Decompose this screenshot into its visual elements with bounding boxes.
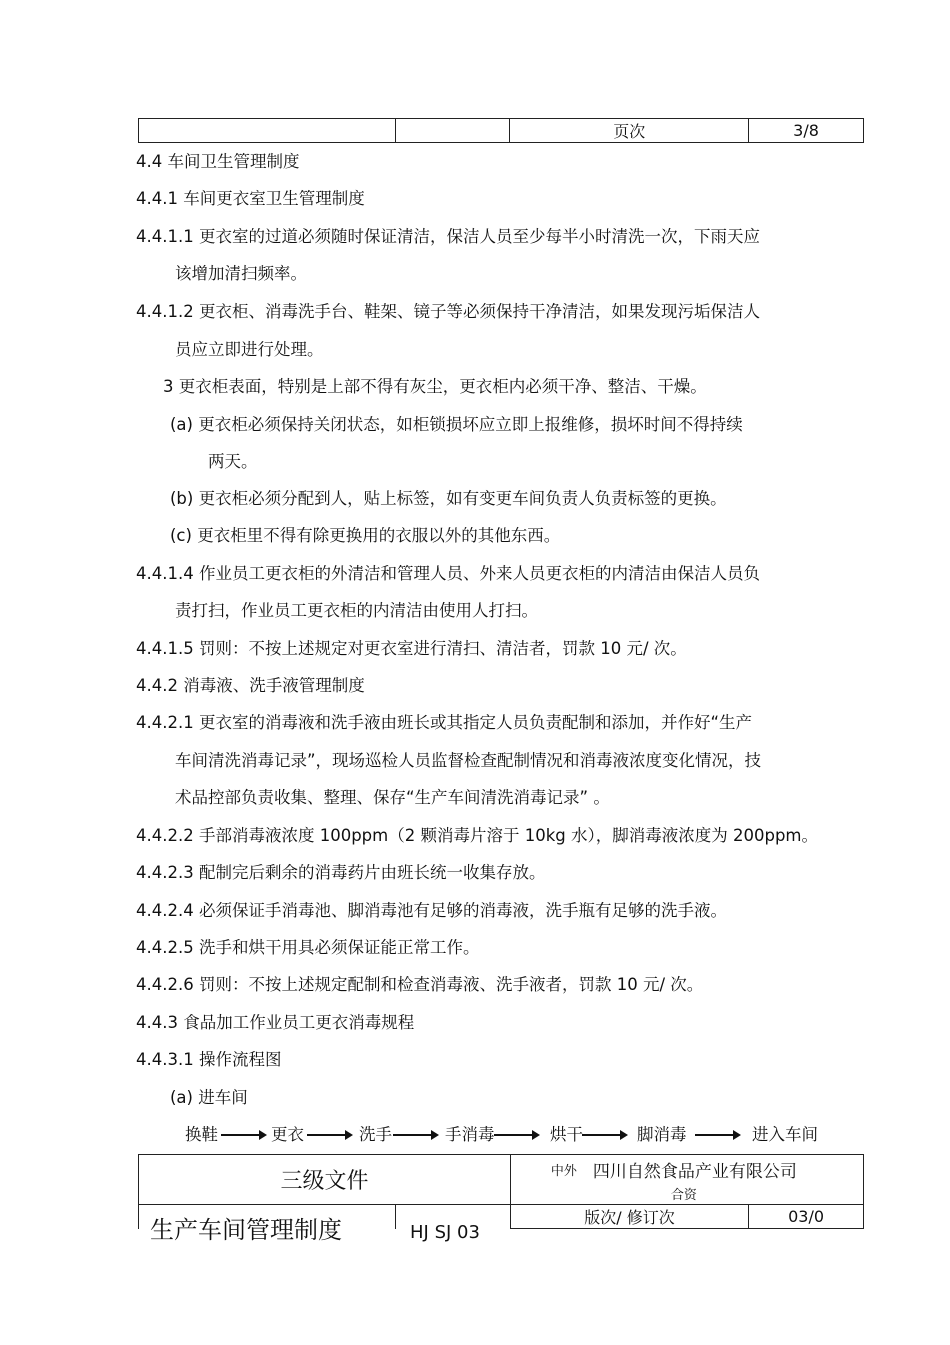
flow-step-4: 手消毒 (445, 1125, 495, 1144)
jv-prefix-top: 中外 (550, 1164, 577, 1179)
revision-value: 03/0 (749, 1205, 864, 1229)
clause-4-4-1-1-line2: 该增加清扫频率。 (175, 264, 307, 283)
clause-4-4-3-1: 4.4.3.1 操作流程图 (136, 1050, 282, 1069)
item-a-line1: (a) 更衣柜必须保持关闭状态，如柜锁损坏应立即上报维修，损坏时间不得持续 (170, 415, 743, 434)
flow-step-7: 进入车间 (752, 1125, 818, 1144)
flow-step-1: 换鞋 (185, 1125, 218, 1144)
flow-step-6: 脚消毒 (637, 1125, 687, 1144)
flow-arrow-icon (582, 1127, 628, 1143)
flow-arrow-icon (307, 1127, 353, 1143)
header-cell-empty-1 (139, 119, 396, 143)
document-code: HJ SJ 03 (410, 1222, 480, 1243)
flow-step-2: 更衣 (271, 1125, 304, 1144)
clause-4-4-2-2: 4.4.2.2 手部消毒液浓度 100ppm（2 颗消毒片溶于 10kg 水），脚消毒液浓度为 200ppm。 (136, 826, 818, 845)
clause-4-4-2-5: 4.4.2.5 洗手和烘干用具必须保证能正常工作。 (136, 938, 480, 957)
item-c: (c) 更衣柜里不得有除更换用的衣服以外的其他东西。 (170, 526, 561, 545)
item-b: (b) 更衣柜必须分配到人，贴上标签，如有变更车间负责人负责标签的更换。 (170, 489, 727, 508)
header-cell-empty-2 (395, 119, 510, 143)
document-title: 生产车间管理制度 (150, 1216, 342, 1244)
clause-4-4-2-4: 4.4.2.4 必须保证手消毒池、脚消毒池有足够的消毒液，洗手瓶有足够的洗手液。 (136, 901, 727, 920)
section-4-4-3-heading: 4.4.3 食品加工作业员工更衣消毒规程 (136, 1013, 415, 1032)
page-value: 3/8 (749, 119, 864, 143)
section-4-4-1-heading: 4.4.1 车间更衣室卫生管理制度 (136, 189, 365, 208)
item-a-line2: 两天。 (208, 452, 258, 471)
clause-4-4-2-1-line2: 车间清洗消毒记录”，现场巡检人员监督检查配制情况和消毒液浓度变化情况，技 (175, 751, 762, 770)
flow-arrow-icon (393, 1127, 439, 1143)
section-4-4-heading: 4.4 车间卫生管理制度 (136, 152, 300, 171)
top-header-table (138, 118, 864, 143)
company-cell (510, 1155, 863, 1205)
clause-4-4-2-1-line3: 术品控部负责收集、整理、保存“生产车间清洗消毒记录” 。 (175, 788, 610, 807)
flow-arrow-icon (494, 1127, 540, 1143)
company-name: 四川自然食品产业有限公司 (592, 1162, 797, 1182)
clause-4-4-1-2-line2: 员应立即进行处理。 (175, 340, 324, 359)
clause-3: 3 更衣柜表面，特别是上部不得有灰尘，更衣柜内必须干净、整洁、干燥。 (163, 377, 707, 396)
revision-label: 版次/ 修订次 (510, 1205, 748, 1229)
flow-arrow-icon (695, 1127, 741, 1143)
clause-4-4-1-4-line1: 4.4.1.4 作业员工更衣柜的外清洁和管理人员、外来人员更衣柜的内清洁由保洁人员负 (136, 564, 760, 583)
document-level: 三级文件 (139, 1155, 511, 1205)
clause-4-4-2-3: 4.4.2.3 配制完后剩余的消毒药片由班长统一收集存放。 (136, 863, 546, 882)
section-4-4-2-heading: 4.4.2 消毒液、洗手液管理制度 (136, 676, 365, 695)
flow-step-3: 洗手 (359, 1125, 392, 1144)
clause-4-4-1-4-line2: 责打扫，作业员工更衣柜的内清洁由使用人打扫。 (175, 601, 538, 620)
clause-4-4-1-1-line1: 4.4.1.1 更衣室的过道必须随时保证清洁，保洁人员至少每半小时清洗一次，下雨天应 (136, 227, 760, 246)
flow-step-5: 烘干 (550, 1125, 583, 1144)
page-label: 页次 (510, 119, 749, 143)
jv-prefix-bottom: 合资 (670, 1188, 697, 1203)
clause-4-4-2-6: 4.4.2.6 罚则：不按上述规定配制和检查消毒液、洗手液者，罚款 10 元/ 次。 (136, 975, 704, 994)
clause-4-4-1-2-line1: 4.4.1.2 更衣柜、消毒洗手台、鞋架、镜子等必须保持干净清洁，如果发现污垢保洁人 (136, 302, 760, 321)
clause-4-4-1-5: 4.4.1.5 罚则：不按上述规定对更衣室进行清扫、清洁者，罚款 10 元/ 次。 (136, 639, 687, 658)
flow-a-label: (a) 进车间 (170, 1088, 248, 1107)
clause-4-4-2-1-line1: 4.4.2.1 更衣室的消毒液和洗手液由班长或其指定人员负责配制和添加，并作好“生产 (136, 713, 753, 732)
flow-arrow-icon (221, 1127, 267, 1143)
